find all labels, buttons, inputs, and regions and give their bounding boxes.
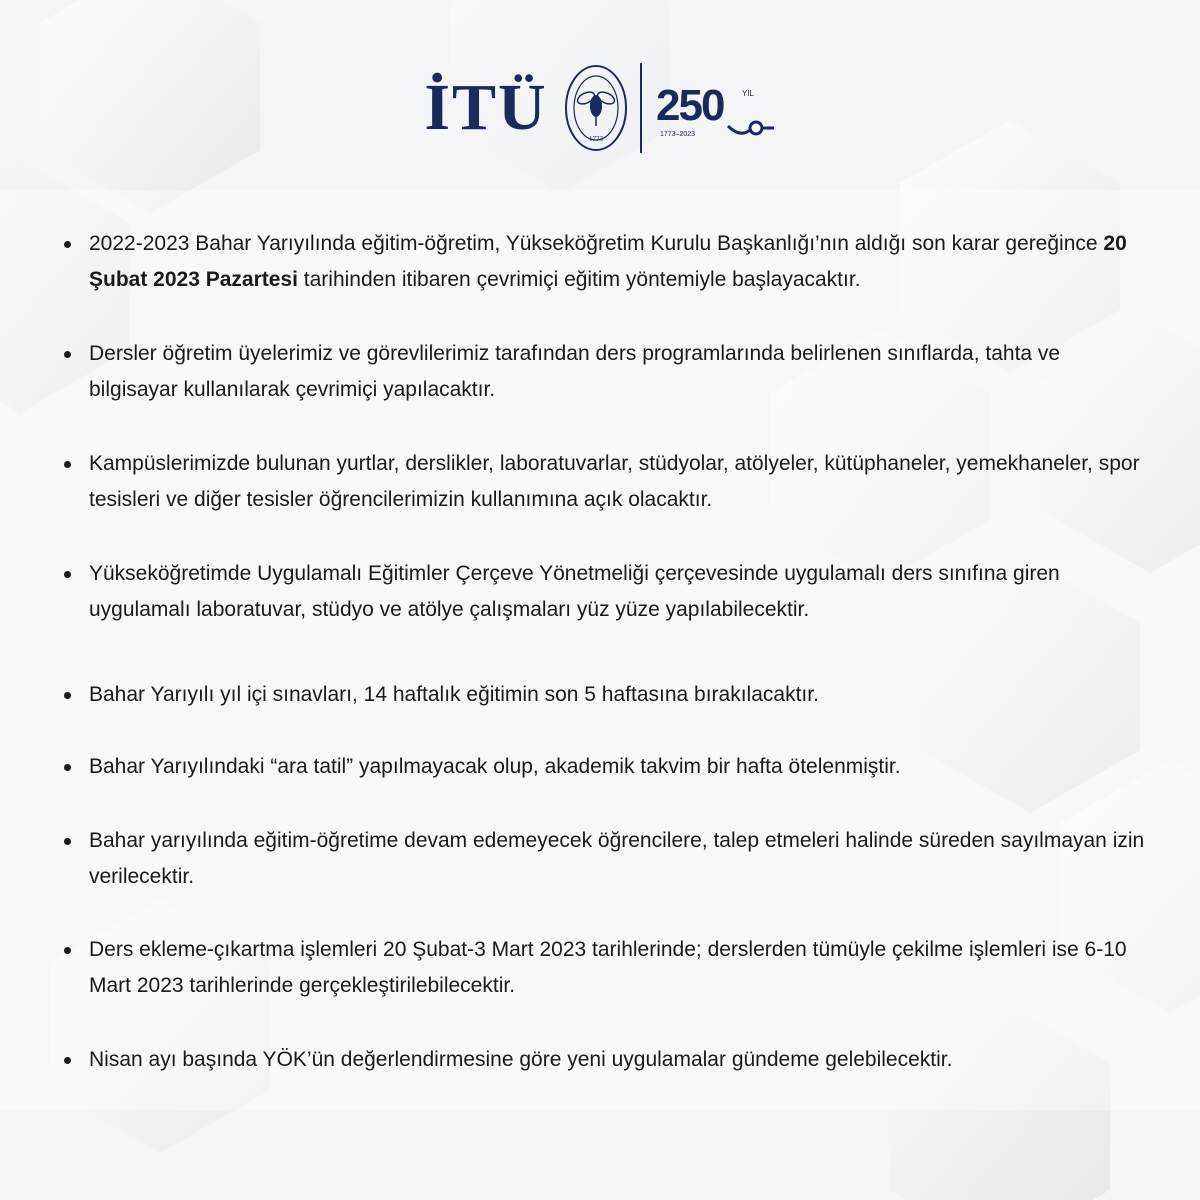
bullet-icon (64, 241, 71, 248)
list-item-text: Kampüslerimizde bulunan yurtlar, derslikler, laboratuvarlar, stüdyolar, atölyeler, kütüphaneler, yemekhaneler, spor tesisleri ve diğer tesisler öğrencilerimizin kullanımına açık olacaktır. (89, 452, 1140, 511)
list-item-text: 2022-2023 Bahar Yarıyılında eğitim-öğretim, Yükseköğretim Kurulu Başkanlığı’nın aldığı son karar gereğince 20 Şubat 2023 Pazartesi tarihinden itibaren çevrimiçi eğitim yöntemiyle başlayacaktır. (89, 232, 1127, 291)
list-item (64, 1042, 1154, 1078)
bullet-icon (64, 461, 71, 468)
list-item (64, 823, 1154, 895)
bullet-icon (64, 351, 71, 358)
list-item (64, 932, 1154, 1004)
list-item (64, 749, 1154, 785)
bullet-icon (64, 692, 71, 699)
250-year-logo (656, 68, 776, 148)
list-item (64, 446, 1154, 518)
anniversary-range: 1773–2023 (659, 131, 695, 138)
bullet-icon (64, 838, 71, 845)
list-item-text: Bahar Yarıyılındaki “ara tatil” yapılmayacak olup, akademik takvim bir hafta ötelenmiştir. (89, 755, 901, 778)
seal-year: 1773 (588, 135, 603, 143)
bullet-icon (64, 1057, 71, 1064)
ring-icon (750, 122, 762, 134)
itu-logo-text: İTÜ (424, 71, 548, 144)
bullet-icon (64, 764, 71, 771)
list-item (64, 556, 1154, 628)
bullet-icon (64, 571, 71, 578)
start-date-highlight: 20 Şubat 2023 Pazartesi (89, 232, 1127, 291)
list-item-text: Bahar yarıyılında eğitim-öğretime devam edemeyecek öğrencilere, talep etmeleri halinde süreden sayılmayan izin verilecektir. (89, 829, 1145, 888)
list-item (64, 336, 1154, 408)
list-item-text: Ders ekleme-çıkartma işlemleri 20 Şubat-3 Mart 2023 tarihlerinde; derslerden tümüyle çekilme işlemleri ise 6-10 Mart 2023 tarihlerinde gerçekleştirilebilecektir. (89, 938, 1127, 997)
list-item-text: Yükseköğretimde Uygulamalı Eğitimler Çerçeve Yönetmeliği çerçevesinde uygulamalı ders sınıfına giren uygulamalı laboratuvar, stüdyo ve atölye çalışmaları yüz yüze yapılabilecektir. (89, 562, 1060, 621)
anniversary-number: 250 (655, 81, 724, 130)
list-item-text: Nisan ayı başında YÖK’ün değerlendirmesine göre yeni uygulamalar gündeme gelebilecektir. (89, 1048, 953, 1071)
anniversary-label: YIL (741, 89, 754, 98)
logo-divider (640, 63, 642, 153)
university-seal-icon (564, 64, 628, 152)
list-item-text: Dersler öğretim üyelerimiz ve görevlilerimiz tarafından ders programlarında belirlenen sınıflarda, tahta ve bilgisayar kullanılarak çevrimiçi yapılacaktır. (89, 342, 1061, 401)
header-logos (0, 58, 1200, 158)
list-item (64, 677, 1154, 713)
list-item-text: Bahar Yarıyılı yıl içi sınavları, 14 haftalık eğitimin son 5 haftasına bırakılacaktır. (89, 683, 819, 706)
list-item (64, 226, 1154, 298)
bullet-icon (64, 947, 71, 954)
